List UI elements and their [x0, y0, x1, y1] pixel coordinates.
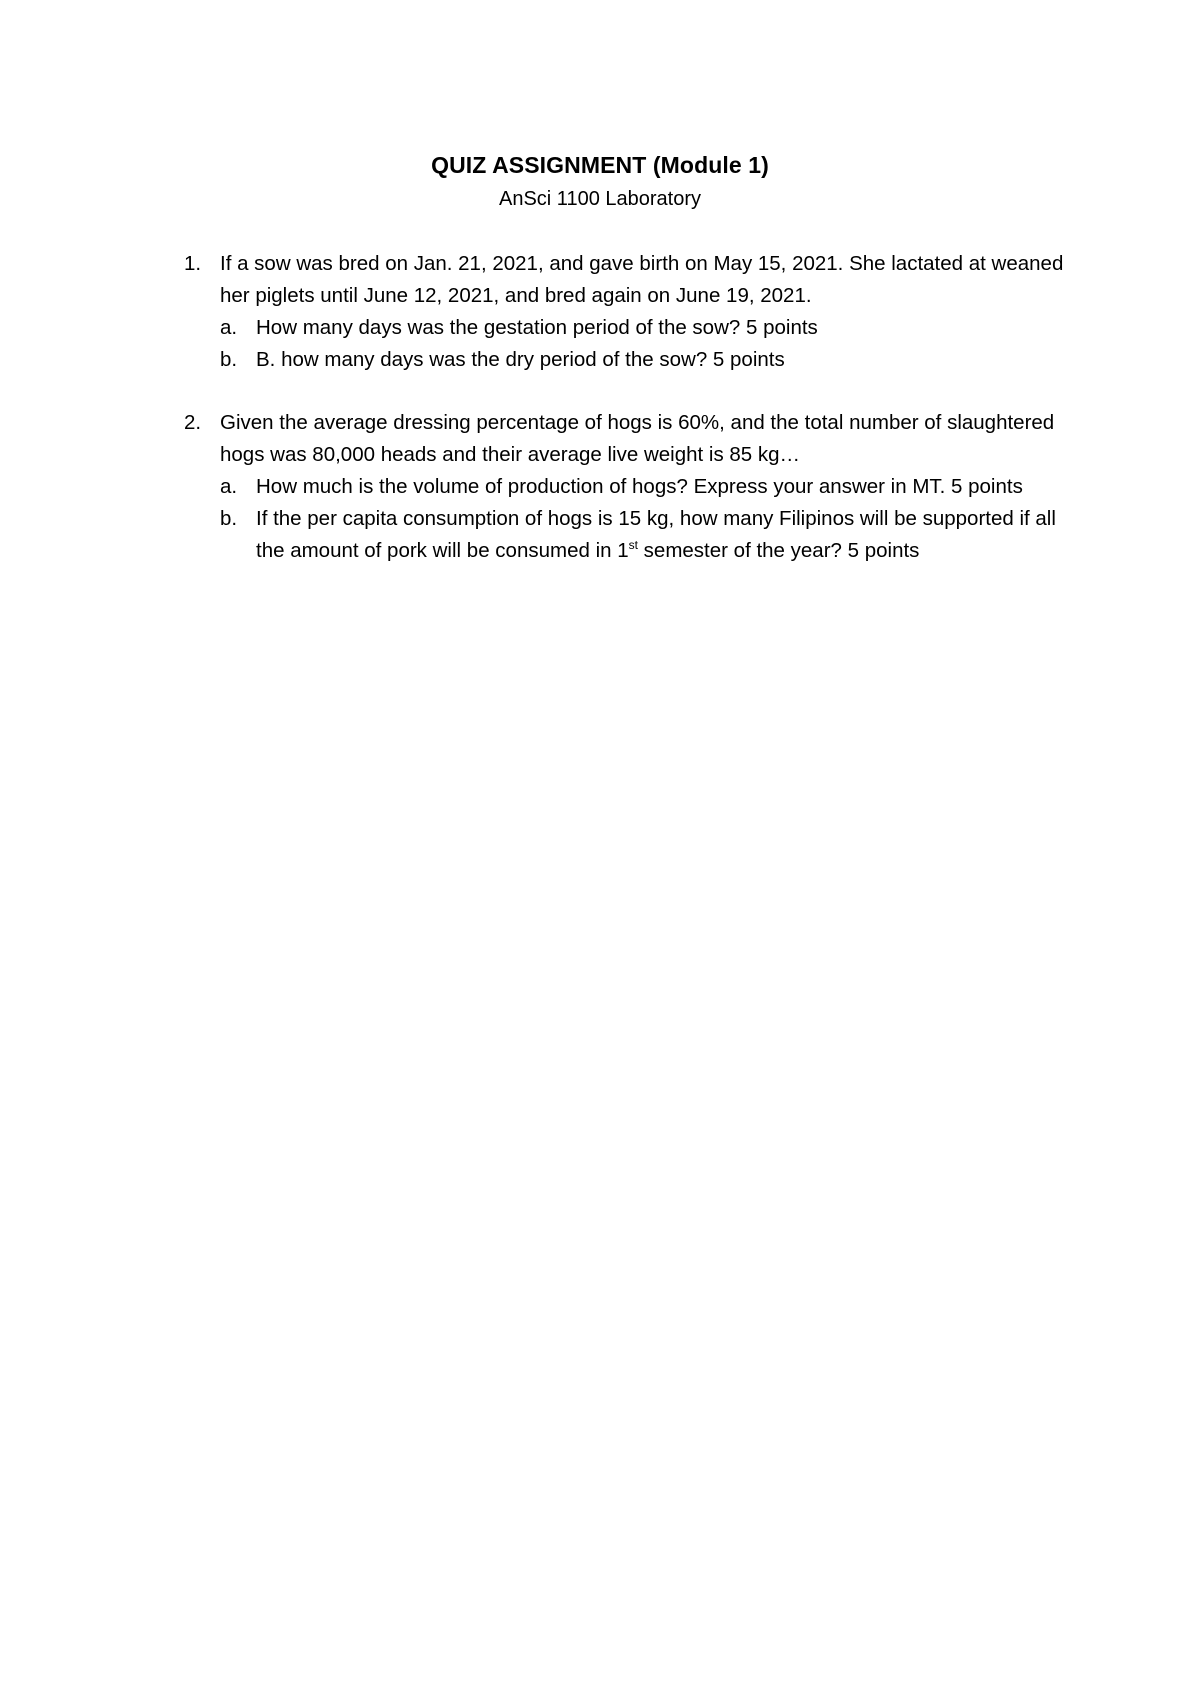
item-letter: b.: [220, 348, 238, 371]
item-text-after: semester of the year? 5 points: [637, 539, 920, 562]
item-letter: b.: [220, 507, 238, 530]
document-title: QUIZ ASSIGNMENT (Module 1): [431, 152, 769, 178]
question-2-stem: [184, 407, 1064, 471]
document-subtitle: AnSci 1100 Laboratory: [499, 188, 701, 210]
question-2-item-a: [220, 471, 1064, 503]
item-text: How much is the volume of production of hogs? Express your answer in MT. 5 points: [256, 475, 1023, 498]
question-1-item-a: [220, 312, 1064, 344]
item-text: How many days was the gestation period of the sow? 5 points: [256, 316, 818, 339]
question-1-item-b: [220, 344, 1064, 376]
ordinal-superscript: st: [628, 538, 638, 553]
question-number: 2.: [184, 411, 202, 434]
question-2: [184, 407, 1064, 567]
question-text: If a sow was bred on Jan. 21, 2021, and gave birth on May 15, 2021. She lactated at weaned her piglets until June 12, 2021, and bred again on June 19, 2021.: [220, 252, 1064, 307]
question-1-stem: [184, 248, 1064, 312]
question-number: 1.: [184, 252, 202, 275]
item-text-before: If the per capita consumption of hogs is 15 kg, how many Filipinos will be supported if all the amount of pork will be consumed in 1: [256, 507, 1056, 562]
question-text: Given the average dressing percentage of hogs is 60%, and the total number of slaughtered hogs was 80,000 heads and their average live weight is 85 kg…: [220, 411, 1055, 466]
item-letter: a.: [220, 316, 238, 339]
question-2-item-b: [220, 503, 1064, 567]
item-text: B. how many days was the dry period of the sow? 5 points: [256, 348, 785, 371]
question-1: [184, 248, 1064, 376]
item-letter: a.: [220, 475, 238, 498]
item-text: [256, 503, 1064, 567]
